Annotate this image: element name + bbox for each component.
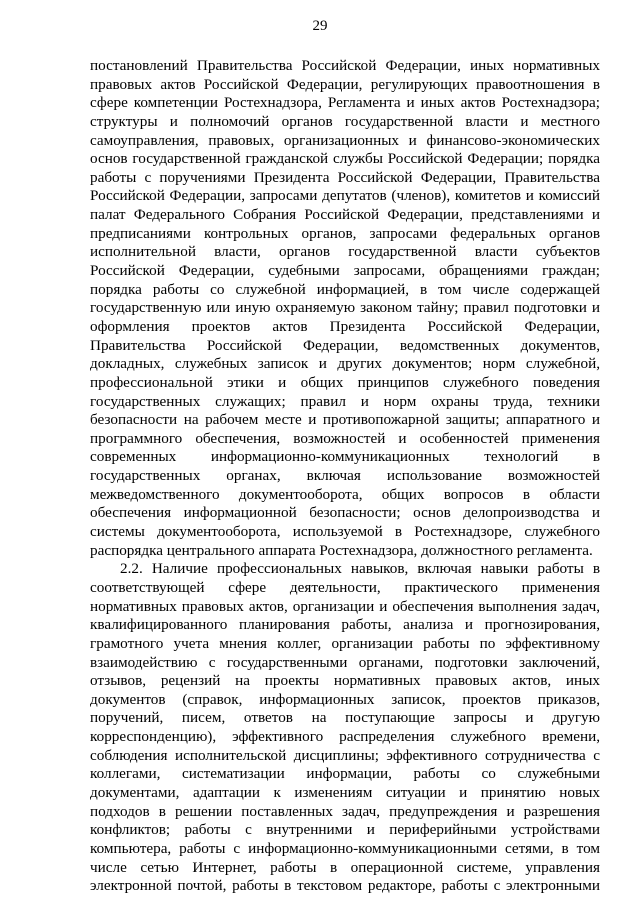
text-line: исполнительной власти, органов государственной власти субъектов	[90, 243, 600, 261]
text-line: докладных, служебных записок и других документов; норм служебной,	[90, 355, 600, 373]
text-line: распорядка центрального аппарата Ростехнадзора, должностного регламента.	[90, 541, 593, 559]
text-line: программного обеспечения, возможностей и особенностей применения	[90, 429, 600, 447]
text-line: постановлений Правительства Российской Федерации, иных нормативных	[90, 57, 600, 74]
text-line: самоуправления, правовых, организационных и финансово-экономических	[90, 131, 600, 149]
page-number: 29	[312, 18, 328, 34]
text-line: компьютера, работы с информационно-коммуникационными сетями, в том	[90, 839, 600, 857]
text-line: коллегами, систематизации информации, работы со служебными	[90, 765, 600, 783]
text-line: квалифицированного планирования работы, анализа и прогнозирования,	[90, 616, 600, 634]
text-line: Правительства Российской Федерации, ведомственных документов,	[90, 336, 600, 354]
text-line: числе сетью Интернет, работы в операционной системе, управления	[90, 858, 600, 876]
text-line: сфере компетенции Ростехнадзора, Регламента и иных актов Ростехнадзора;	[90, 94, 600, 112]
text-line: оформления проектов актов Президента Российской Федерации,	[90, 317, 600, 335]
text-line: соответствующей сфере деятельности, практического применения	[90, 578, 600, 596]
text-line: документами, адаптации к изменениям ситуации и принятию новых	[90, 783, 600, 801]
text-line: грамотного учета мнения коллег, организации работы по эффективному	[90, 634, 600, 652]
text-line: безопасности на рабочем месте и противопожарной защиты; аппаратного и	[90, 411, 600, 429]
text-line: электронной почтой, работы в текстовом редакторе, работы с электронными	[90, 877, 600, 895]
text-line: взаимодействию с государственными органами, подготовки заключений,	[90, 653, 600, 671]
text-line: конфликтов; работы с внутренними и периферийными устройствами	[90, 821, 600, 839]
text-line: 2.2. Наличие профессиональных навыков, включая навыки работы в	[120, 560, 600, 578]
text-line: предписаниями контрольных органов, запросами федеральных органов	[90, 224, 600, 242]
text-line: государственную или иную охраняемую законом тайну; правил подготовки и	[90, 299, 600, 317]
text-line: основ государственной гражданской службы Российской Федерации; порядка	[90, 150, 600, 168]
text-line: поручений, писем, ответов на поступающие запросы и другую	[90, 709, 600, 727]
text-line: современных информационно-коммуникационных технологий в	[90, 448, 600, 466]
text-line: обеспечения информационной безопасности; основ делопроизводства и	[90, 504, 600, 522]
text-line: нормативных правовых актов, организации и обеспечения выполнения задач,	[90, 597, 600, 615]
text-line: Российской Федерации, судебными запросами, обращениями граждан;	[90, 262, 600, 280]
text-line: системы документооборота, используемой в Ростехнадзоре, служебного	[90, 523, 600, 541]
text-line: Российской Федерации, запросами депутатов (членов), комитетов и комиссий	[90, 187, 600, 205]
text-line: подходов в решении поставленных задач, предупреждения и разрешения	[90, 802, 600, 820]
text-line: корреспонденцию), эффективного распределения служебного времени,	[90, 728, 600, 746]
text-line: государственных служащих; правил и норм охраны труда, техники	[90, 392, 600, 410]
text-line: соблюдения исполнительской дисциплины; эффективного сотрудничества с	[90, 746, 600, 764]
text-line: структуры и полномочий органов государственной власти и местного	[90, 112, 600, 130]
text-line: порядка работы со служебной информацией, в том числе содержащей	[90, 280, 600, 298]
text-line: отзывов, рецензий на проекты нормативных правовых актов, иных	[90, 672, 600, 690]
text-line: правовых актов Российской Федерации, регулирующих правоотношения в	[90, 75, 600, 93]
text-line: государственных органах, включая использование возможностей	[90, 467, 600, 485]
text-line: межведомственного документооборота, общих вопросов в области	[90, 485, 600, 503]
text-line: документов (справок, информационных записок, проектов приказов,	[90, 690, 600, 708]
text-line: палат Федерального Собрания Российской Федерации, представлениями и	[90, 206, 600, 224]
document-body	[90, 57, 600, 896]
text-line: работы с поручениями Президента Российской Федерации, Правительства	[90, 168, 600, 186]
text-line: профессиональной этики и общих принципов служебного поведения	[90, 373, 600, 391]
